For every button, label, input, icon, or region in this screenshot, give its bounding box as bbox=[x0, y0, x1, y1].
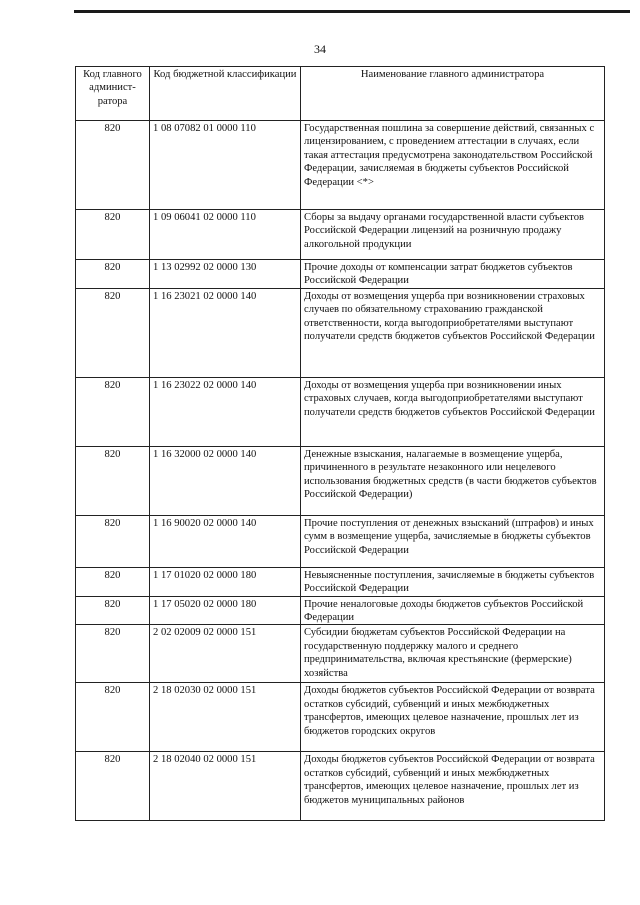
cell-budget-code: 2 02 02009 02 0000 151 bbox=[150, 625, 301, 683]
cell-admin-code: 820 bbox=[76, 567, 150, 596]
cell-budget-code: 1 17 05020 02 0000 180 bbox=[150, 596, 301, 625]
revenue-administrators-table bbox=[75, 66, 605, 821]
cell-budget-code: 2 18 02040 02 0000 151 bbox=[150, 752, 301, 821]
cell-administrator-name: Доходы от возмещения ущерба при возникновении страховых случаев по обязательному страхованию гражданской ответственности, когда выгодоприобретателями выступают получатели средств бюджетов субъектов Российской Федерации bbox=[301, 288, 605, 377]
cell-budget-code: 1 16 90020 02 0000 140 bbox=[150, 515, 301, 567]
header-administrator-name: Наименование главного администратора bbox=[301, 67, 605, 121]
cell-admin-code: 820 bbox=[76, 752, 150, 821]
header-budget-code: Код бюджетной классификации bbox=[150, 67, 301, 121]
header-admin-code: Код главного админист-ратора bbox=[76, 67, 150, 121]
cell-admin-code: 820 bbox=[76, 288, 150, 377]
cell-administrator-name: Невыясненные поступления, зачисляемые в бюджеты субъектов Российской Федерации bbox=[301, 567, 605, 596]
cell-admin-code: 820 bbox=[76, 121, 150, 210]
cell-administrator-name: Прочие поступления от денежных взысканий (штрафов) и иных сумм в возмещение ущерба, зачисляемые в бюджеты субъектов Российской Федерации bbox=[301, 515, 605, 567]
cell-administrator-name: Денежные взыскания, налагаемые в возмещение ущерба, причиненного в результате незаконного или нецелевого использования бюджетных средств (в части бюджетов субъектов Российской Федерации) bbox=[301, 446, 605, 515]
table-row bbox=[76, 752, 605, 821]
cell-budget-code: 1 16 32000 02 0000 140 bbox=[150, 446, 301, 515]
cell-admin-code: 820 bbox=[76, 596, 150, 625]
table-row bbox=[76, 377, 605, 446]
cell-budget-code: 1 08 07082 01 0000 110 bbox=[150, 121, 301, 210]
cell-administrator-name: Субсидии бюджетам субъектов Российской Федерации на государственную поддержку малого и среднего предпринимательства, включая крестьянские (фермерские) хозяйства bbox=[301, 625, 605, 683]
cell-admin-code: 820 bbox=[76, 625, 150, 683]
table-row bbox=[76, 683, 605, 752]
table-row bbox=[76, 625, 605, 683]
table-row bbox=[76, 567, 605, 596]
cell-admin-code: 820 bbox=[76, 210, 150, 260]
table-row bbox=[76, 446, 605, 515]
table-header-row bbox=[76, 67, 605, 121]
page-number: 34 bbox=[314, 42, 326, 56]
table-row bbox=[76, 260, 605, 289]
cell-administrator-name: Прочие неналоговые доходы бюджетов субъектов Российской Федерации bbox=[301, 596, 605, 625]
cell-admin-code: 820 bbox=[76, 260, 150, 289]
cell-budget-code: 2 18 02030 02 0000 151 bbox=[150, 683, 301, 752]
cell-administrator-name: Доходы бюджетов субъектов Российской Федерации от возврата остатков субсидий, субвенций и иных межбюджетных трансфертов, имеющих целевое назначение, прошлых лет из бюджетов муниципальных районов bbox=[301, 752, 605, 821]
table-row bbox=[76, 515, 605, 567]
cell-admin-code: 820 bbox=[76, 683, 150, 752]
cell-admin-code: 820 bbox=[76, 377, 150, 446]
cell-admin-code: 820 bbox=[76, 446, 150, 515]
cell-admin-code: 820 bbox=[76, 515, 150, 567]
cell-administrator-name: Прочие доходы от компенсации затрат бюджетов субъектов Российской Федерации bbox=[301, 260, 605, 289]
table-row bbox=[76, 210, 605, 260]
cell-budget-code: 1 16 23022 02 0000 140 bbox=[150, 377, 301, 446]
table-row bbox=[76, 288, 605, 377]
cell-administrator-name: Государственная пошлина за совершение действий, связанных с лицензированием, с проведением аттестации в случаях, если такая аттестация предусмотрена законодательством Российской Федерации, зачисляемая в бюджеты субъектов Российской Федерации <*> bbox=[301, 121, 605, 210]
cell-budget-code: 1 16 23021 02 0000 140 bbox=[150, 288, 301, 377]
cell-budget-code: 1 13 02992 02 0000 130 bbox=[150, 260, 301, 289]
cell-budget-code: 1 17 01020 02 0000 180 bbox=[150, 567, 301, 596]
cell-budget-code: 1 09 06041 02 0000 110 bbox=[150, 210, 301, 260]
table-row bbox=[76, 121, 605, 210]
top-border-line bbox=[74, 10, 630, 13]
cell-administrator-name: Сборы за выдачу органами государственной власти субъектов Российской Федерации лицензий на розничную продажу алкогольной продукции bbox=[301, 210, 605, 260]
cell-administrator-name: Доходы от возмещения ущерба при возникновении иных страховых случаев, когда выгодоприобретателями выступают получатели средств бюджетов субъектов Российской Федерации bbox=[301, 377, 605, 446]
table-row bbox=[76, 596, 605, 625]
cell-administrator-name: Доходы бюджетов субъектов Российской Федерации от возврата остатков субсидий, субвенций и иных межбюджетных трансфертов, имеющих целевое назначение, прошлых лет из бюджетов городских округов bbox=[301, 683, 605, 752]
